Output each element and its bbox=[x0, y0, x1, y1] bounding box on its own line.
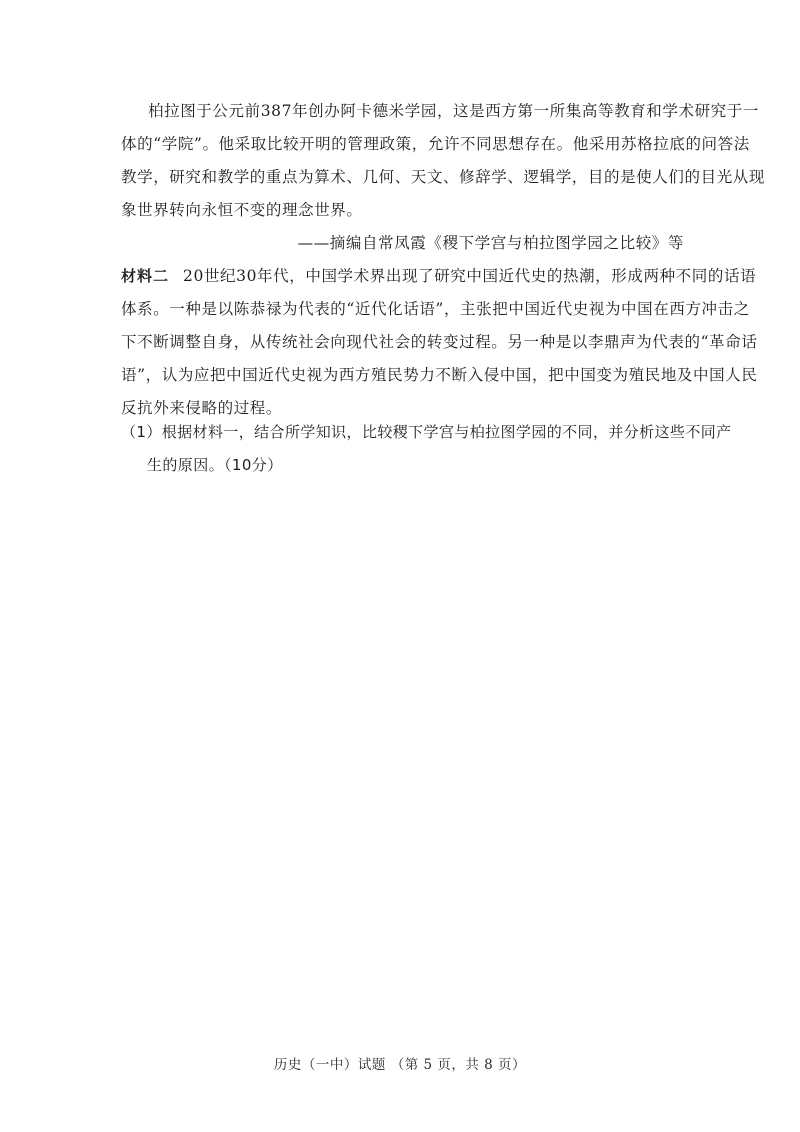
question-one-line: 生的原因。（10分） bbox=[147, 456, 283, 474]
material-two-line: 20世纪30年代，中国学术界出现了研究中国近代史的热潮，形成两种不同的话语 bbox=[183, 267, 757, 285]
material-two-line: 下不断调整自身，从传统社会向现代社会的转变过程。另一种是以李鼎声为代表的“革命话 bbox=[121, 333, 758, 351]
page-footer: 历史（一中）试题 （第 5 页，共 8 页） bbox=[273, 1057, 527, 1073]
material-one-line: 教学，研究和教学的重点为算术、几何、天文、修辞学、逻辑学，目的是使人们的目光从现 bbox=[121, 168, 766, 186]
material-one-line: 象世界转向永恒不变的理念世界。 bbox=[121, 201, 363, 219]
material-two-first-line bbox=[121, 266, 756, 286]
material-one-line: 体的“学院”。他采取比较开明的管理政策，允许不同思想存在。他采用苏格拉底的问答法 bbox=[121, 135, 750, 153]
question-one-line: （1）根据材料一，结合所学知识，比较稷下学宫与柏拉图学园的不同，并分析这些不同产 bbox=[121, 423, 732, 441]
material-one-source: ——摘编自常凤霞《稷下学宫与柏拉图学园之比较》等 bbox=[297, 234, 684, 252]
material-one-line: 柏拉图于公元前387年创办阿卡德米学园，这是西方第一所集高等教育和学术研究于一 bbox=[148, 102, 759, 120]
material-two-line: 体系。一种是以陈恭禄为代表的“近代化话语”，主张把中国近代史视为中国在西方冲击之 bbox=[121, 300, 750, 318]
material-two-line: 反抗外来侵略的过程。 bbox=[121, 399, 283, 417]
material-two-line: 语”，认为应把中国近代史视为西方殖民势力不断入侵中国，把中国变为殖民地及中国人民 bbox=[121, 366, 758, 384]
material-two-label: 材料二 bbox=[121, 267, 170, 285]
